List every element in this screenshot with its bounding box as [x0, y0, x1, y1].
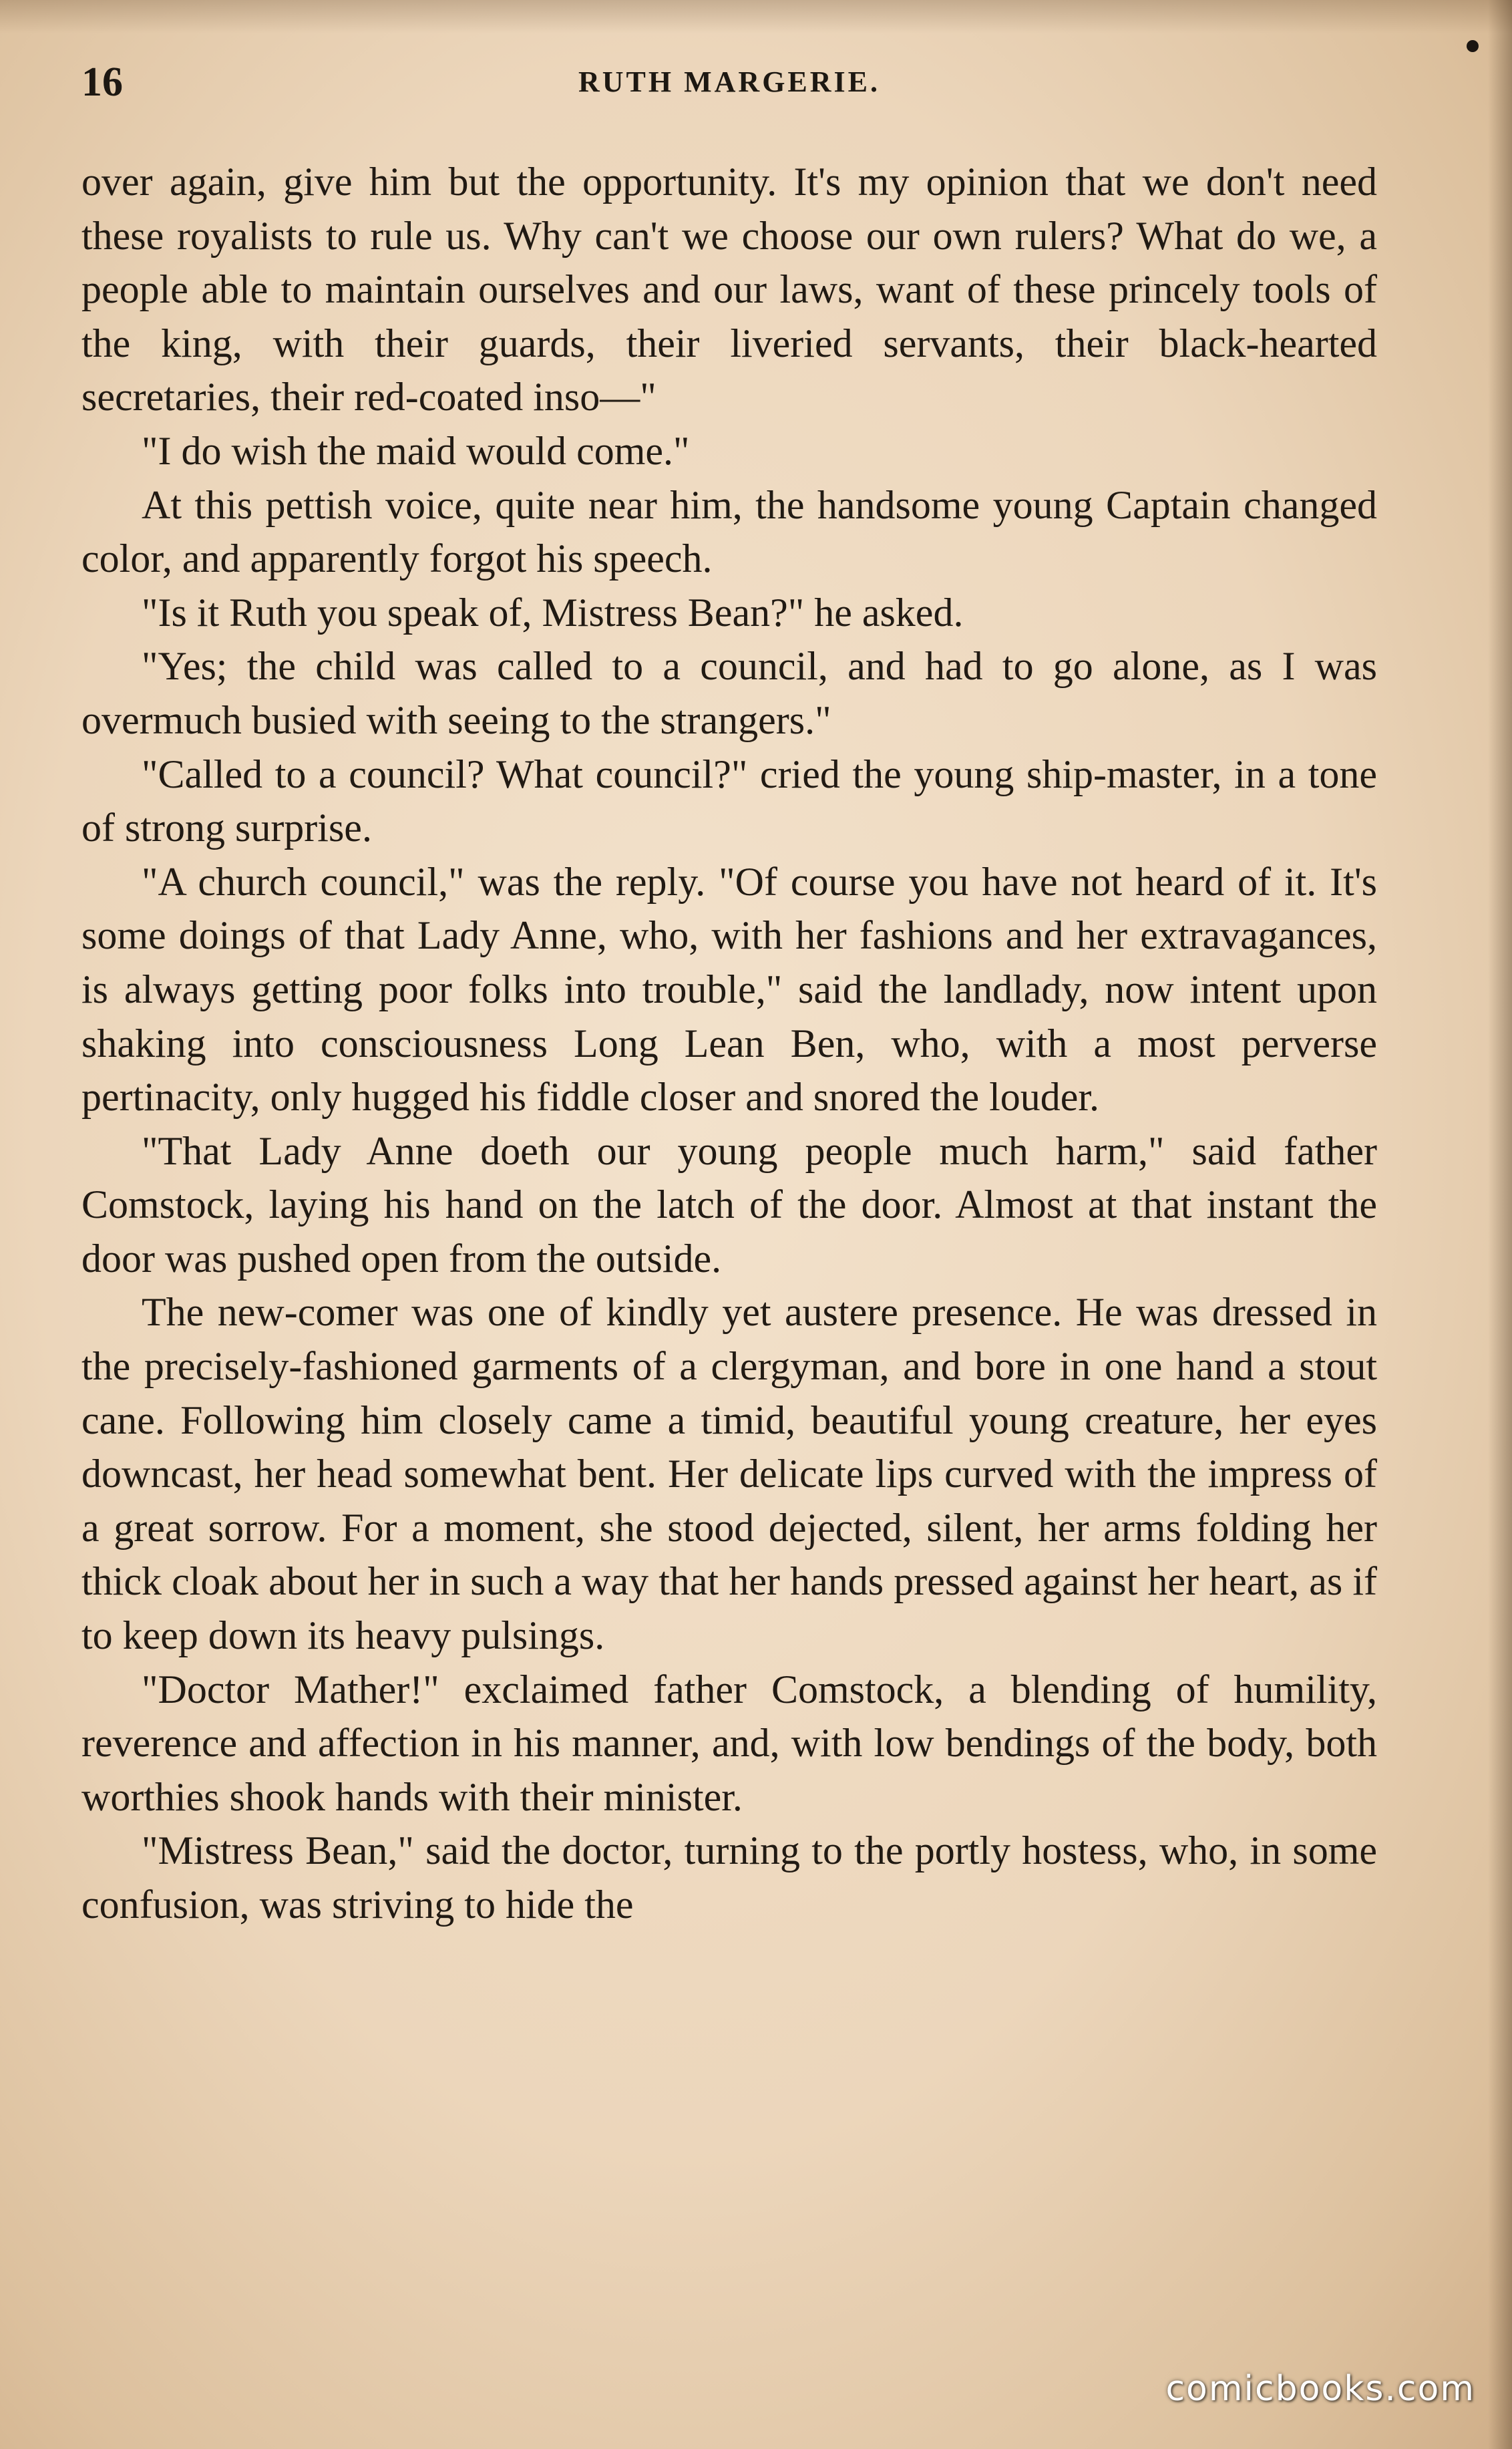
page-right-edge-shadow	[1488, 0, 1512, 2449]
paragraph: "A church council," was the reply. "Of course you have not heard of it. It's some doings of that Lady Anne, who, with her fashions and her extravagances, is always getting poor folks into trouble," said the landlady, now intent upon shaking into consciousness Long Lean Ben, who, with a most perverse pertinacity, only hugged his fiddle closer and snored the louder.	[81, 859, 1377, 1120]
paragraph: "Called to a council? What council?" cried the young ship-master, in a tone of strong surprise.	[81, 752, 1377, 850]
paragraph: At this pettish voice, quite near him, the handsome young Captain changed color, and apparently forgot his speech.	[81, 482, 1377, 581]
watermark: comicbooks.com	[1165, 2369, 1475, 2409]
paragraph: "Mistress Bean," said the doctor, turning to the portly hostess, who, in some confusion, was striving to hide the	[81, 1828, 1377, 1927]
page-number: 16	[81, 59, 123, 105]
paragraph: The new-comer was one of kindly yet austere presence. He was dressed in the precisely-fashioned garments of a clergyman, and bore in one hand a stout cane. Following him closely came a timid, beautiful young creature, her eyes downcast, her head somewhat bent. Her delicate lips curved with the impress of a great sorrow. For a moment, she stood dejected, silent, her arms folding her thick cloak about her in such a way that her hands pressed against her heart, as if to keep down its heavy pulsings.	[81, 1290, 1377, 1658]
paragraph: "Yes; the child was called to a council, and had to go alone, as I was overmuch busied with seeing to the strangers."	[81, 644, 1377, 742]
paragraph: over again, give him but the opportunity. It's my opinion that we don't need these royalists to rule us. Why can't we choose our own rulers? What do we, a people able to maintain ourselves and our laws, want of these princely tools of the king, with their guards, their liveried servants, their black-hearted secretaries, their red-coated inso—"	[81, 160, 1377, 420]
page-top-shadow	[0, 0, 1512, 33]
body-text	[81, 155, 1377, 1932]
running-title: RUTH MARGERIE.	[578, 65, 881, 98]
page-header	[81, 52, 1377, 112]
ink-dot	[1467, 40, 1479, 52]
paragraph: "That Lady Anne doeth our young people much harm," said father Comstock, laying his hand on the latch of the door. Almost at that instant the door was pushed open from the outside.	[81, 1128, 1377, 1281]
paragraph: "Doctor Mather!" exclaimed father Comstock, a blending of humility, reverence and affection in his manner, and, with low bendings of the body, both worthies shook hands with their minister.	[81, 1667, 1377, 1819]
paragraph: "I do wish the maid would come."	[142, 428, 690, 473]
paragraph: "Is it Ruth you speak of, Mistress Bean?" he asked.	[142, 590, 964, 635]
